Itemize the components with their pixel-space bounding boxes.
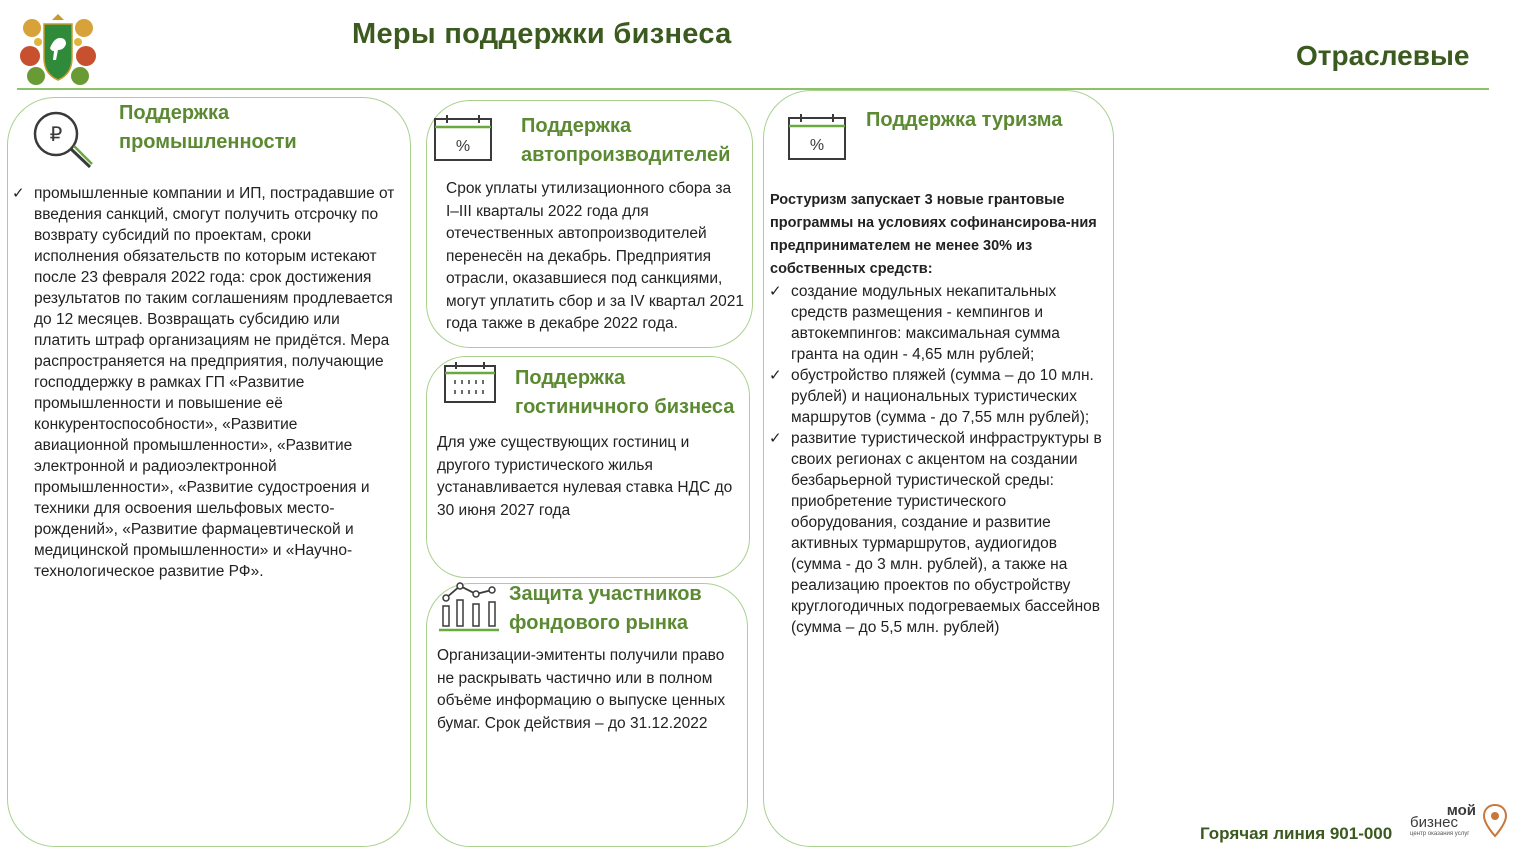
list-item xyxy=(12,183,396,582)
tourism-list xyxy=(769,281,1111,638)
brand-line2: бизнес xyxy=(1410,814,1458,831)
auto-title-line2: автопроизводителей xyxy=(521,144,731,166)
list-item xyxy=(769,365,1111,428)
checkmark-icon: ✓ xyxy=(12,185,25,202)
tourism-item-text: развитие туристической инфраструктуры в своих регионах с акцентом на создании безбарьерной туристической среды: приобретение туристического оборудования, создание и развитие активных турмаршрутов, аудиогидов (сумма - до 3 млн. рублей), а также на реализацию проектов по обустройству круглогодичных подогреваемых бассейнов (сумма – до 5,5 млн. рублей) xyxy=(791,430,1102,636)
bar-chart-icon xyxy=(438,580,500,634)
tourism-item-text: обустройство пляжей (сумма – до 10 млн. рублей) и национальных туристических маршрутов (сумма - до 7,55 млн рублей); xyxy=(791,367,1094,426)
hotel-title-line2: гостиничного бизнеса xyxy=(515,396,735,418)
hotel-card-text: Для уже существующих гостиниц и другого туристического жилья устанавливается нулевая ставка НДС до 30 июня 2027 года xyxy=(437,434,733,519)
industry-card-title xyxy=(119,99,297,157)
svg-text:%: % xyxy=(455,138,471,155)
calendar-percent-icon xyxy=(433,113,495,163)
location-pin-icon xyxy=(1482,804,1508,838)
calendar-grid-icon xyxy=(443,360,497,404)
brand-tagline: центр оказания услуг xyxy=(1410,831,1470,837)
header-divider xyxy=(17,88,1489,90)
brand-line1: мой xyxy=(1446,802,1476,819)
svg-text:₽: ₽ xyxy=(49,124,63,146)
stock-title-line2: фондового рынка xyxy=(509,612,689,634)
hotline-label: Горячая линия 901-000 xyxy=(1200,824,1393,843)
tourism-lead-text: Ростуризм запускает 3 новые грантовые программы на условиях софинансирова-ния предпринимателем не менее 30% из собственных средств: xyxy=(770,192,1097,277)
auto-title-line1: Поддержка xyxy=(521,115,632,137)
checkmark-icon: ✓ xyxy=(769,367,782,384)
calendar-percent-icon xyxy=(787,112,849,162)
checkmark-icon: ✓ xyxy=(769,283,782,300)
svg-text:%: % xyxy=(809,137,825,154)
stock-card-title xyxy=(509,580,702,638)
category-label: Отраслевые xyxy=(1296,40,1470,71)
hotel-card-title xyxy=(515,364,734,422)
industry-title-line1: Поддержка xyxy=(119,102,230,124)
stock-card-text: Организации-эмитенты получили право не раскрывать частично или в полном объёме информацию о выпуске ценных бумаг. Срок действия – до 31.12.2022 xyxy=(437,647,726,732)
auto-card-text: Срок уплаты утилизационного сбора за I–III кварталы 2022 года для отечественных автопроизводителей перенесён на декабрь. Предприятия отрасли, оказавшиеся под санкциями, могут уплатить сбор и за IV квартал 2021 года также в декабре 2022 года. xyxy=(446,180,745,332)
industry-item-text: промышленные компании и ИП, пострадавшие от введения санкций, смогут получить отсрочку по возврату субсидий по проектам, сроки исполнения обязательств по которым истекают после 23 февраля 2022 года: срок достижения результатов по таким соглашениям продлевается до 12 месяцев. Возвращать субсидию или платить штраф организациям не придётся. Мера распространяется на предприятия, получающие господдержку в рамках ГП «Развитие промышленности и повышение её конкурентоспособности», «Развитие авиационной промышленности», «Развитие электронной и радиоэлектронной промышленности», «Развитие судостроения и техники для освоения шельфовых место-рождений», «Развитие фармацевтической и медицинской промышленности» и «Научно-технологическое развитие РФ». xyxy=(34,185,395,580)
industry-card-text xyxy=(12,183,396,582)
auto-card-title xyxy=(521,112,730,170)
list-item xyxy=(769,428,1111,638)
ruble-magnifier-icon xyxy=(30,108,96,172)
hotel-title-line1: Поддержка xyxy=(515,367,626,389)
my-business-logo xyxy=(1410,804,1520,844)
tourism-card-title: Поддержка туризма xyxy=(866,109,1063,131)
stock-title-line1: Защита участников xyxy=(509,583,702,605)
tourism-item-text: создание модульных некапитальных средств размещения - кемпингов и автокемпингов: максимальная сумма гранта на один - 4,65 млн рублей; xyxy=(791,283,1060,363)
checkmark-icon: ✓ xyxy=(769,430,782,447)
region-emblem xyxy=(18,10,98,88)
list-item xyxy=(769,281,1111,365)
industry-title-line2: промышленности xyxy=(119,131,297,153)
page-title: Меры поддержки бизнеса xyxy=(352,18,732,50)
